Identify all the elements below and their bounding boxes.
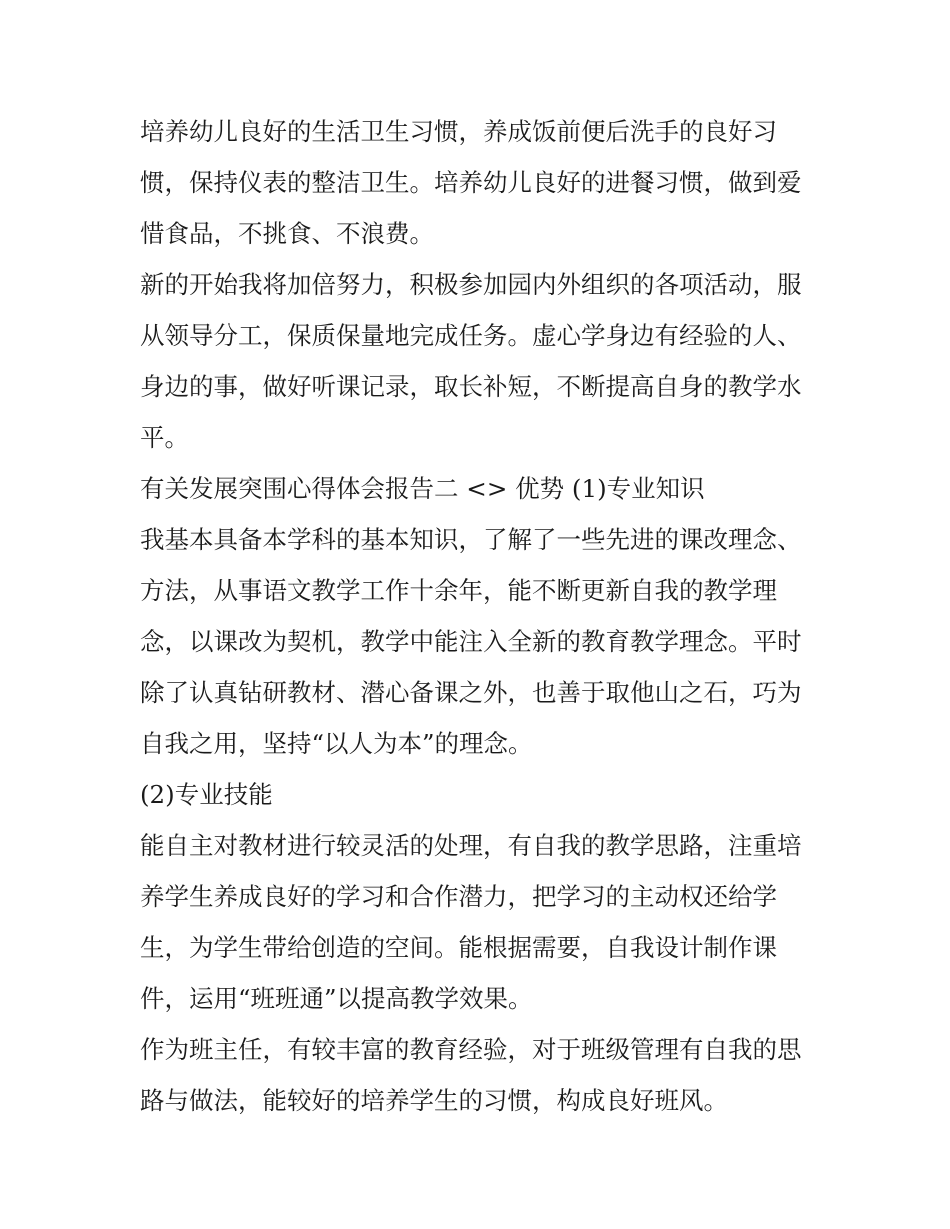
- text-line: 自我之用，坚持“以人为本”的理念。: [140, 729, 533, 758]
- paragraph-class-teacher: [140, 1024, 820, 1126]
- text-line: 能自主对教材进行较灵活的处理，有自我的教学思路，注重培: [140, 831, 802, 860]
- text-line: 作为班主任，有较丰富的教育经验，对于班级管理有自我的思: [140, 1035, 802, 1064]
- text-line: 念，以课改为契机，教学中能注入全新的教育教学理念。平时: [140, 627, 802, 656]
- text-line: 平。: [140, 423, 189, 452]
- text-line: 身边的事，做好听课记录，取长补短，不断提高自身的教学水: [140, 372, 802, 401]
- text-line: 惜食品，不挑食、不浪费。: [140, 219, 434, 248]
- text-line: 我基本具备本学科的基本知识，了解了一些先进的课改理念、: [140, 525, 802, 554]
- document-body: [140, 106, 820, 1126]
- heading-line: (2)专业技能: [140, 780, 273, 809]
- text-line: 除了认真钻研教材、潜心备课之外，也善于取他山之石，巧为: [140, 678, 802, 707]
- paragraph-new-start: [140, 259, 820, 463]
- text-line: 生，为学生带给创造的空间。能根据需要，自我设计制作课: [140, 933, 777, 962]
- text-line: 新的开始我将加倍努力，积极参加园内外组织的各项活动，服: [140, 270, 802, 299]
- section-heading-professional-skills: [140, 769, 820, 820]
- heading-line: 有关发展突围心得体会报告二 <> 优势 (1)专业知识: [140, 474, 705, 503]
- text-line: 养学生养成良好的学习和合作潜力，把学习的主动权还给学: [140, 882, 777, 911]
- text-line: 惯，保持仪表的整洁卫生。培养幼儿良好的进餐习惯，做到爱: [140, 168, 802, 197]
- text-line: 路与做法，能较好的培养学生的习惯，构成良好班风。: [140, 1086, 728, 1115]
- text-line: 培养幼儿良好的生活卫生习惯，养成饭前便后洗手的良好习: [140, 117, 777, 146]
- text-line: 件，运用“班班通”以提高教学效果。: [140, 984, 533, 1013]
- paragraph-hygiene-habits: [140, 106, 820, 259]
- text-line: 方法，从事语文教学工作十余年，能不断更新自我的教学理: [140, 576, 777, 605]
- section-heading-professional-knowledge: [140, 463, 820, 514]
- paragraph-subject-knowledge: [140, 514, 820, 769]
- text-line: 从领导分工，保质保量地完成任务。虚心学身边有经验的人、: [140, 321, 802, 350]
- paragraph-teaching-skills: [140, 820, 820, 1024]
